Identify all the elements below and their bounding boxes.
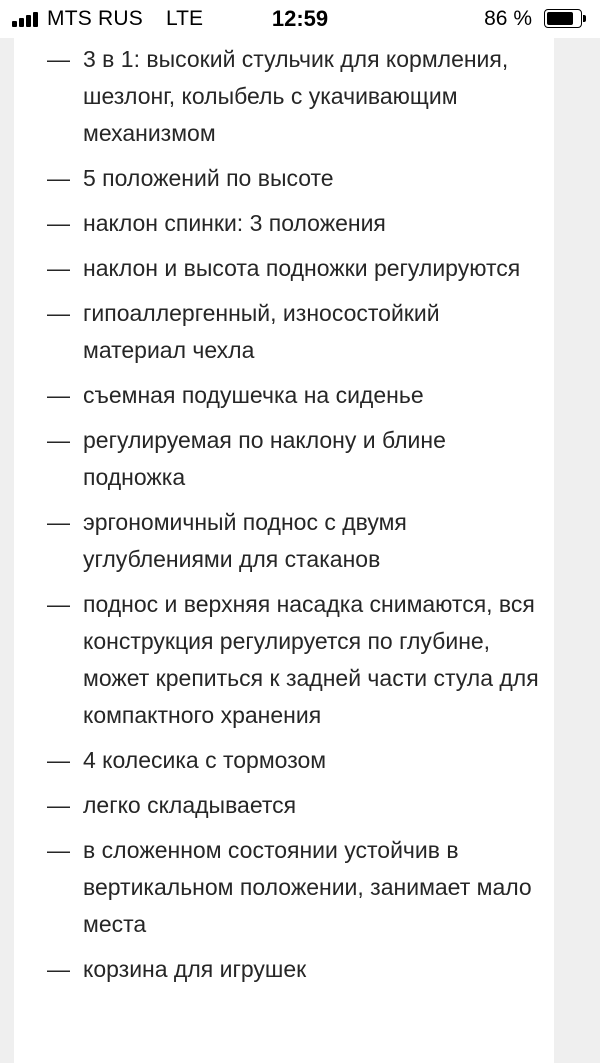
list-item-text: наклон спинки: 3 положения [83,210,386,236]
list-item [14,160,554,197]
list-item-text: эргономичный поднос с двумя углублениями для стаканов [83,509,407,572]
list-item [14,586,554,734]
list-item [14,504,554,578]
list-item-text: поднос и верхняя насадка снимаются, вся конструкция регулируется по глубине, может крепиться к задней части стула для компактного хранения [83,591,539,728]
list-bullet: — [47,747,70,773]
list-item [14,787,554,824]
list-item [14,250,554,287]
list-item [14,422,554,496]
feature-list [14,38,554,996]
list-item-text: наклон и высота подножки регулируются [83,255,521,281]
list-bullet: — [47,591,70,617]
list-bullet: — [47,165,70,191]
list-item-text: 3 в 1: высокий стульчик для кормления, шезлонг, колыбель с укачивающим механизмом [83,46,509,146]
list-item [14,295,554,369]
list-item-text: легко складывается [83,792,297,818]
status-bar [0,0,600,38]
status-time: 12:59 [271,6,329,31]
list-bullet: — [47,210,70,236]
list-item-text: съемная подушечка на сиденье [83,382,424,408]
carrier-name: MTS RUS [47,7,143,30]
list-item-text: в сложенном состоянии устойчив в вертикальном положении, занимает мало места [83,837,532,937]
list-item-text: 5 положений по высоте [83,165,334,191]
battery-icon [544,9,586,28]
list-bullet: — [47,792,70,818]
list-item-text: 4 колесика с тормозом [83,747,327,773]
list-item-text: регулируемая по наклону и блине подножка [83,427,446,490]
list-item [14,205,554,242]
list-item [14,951,554,988]
list-bullet: — [47,46,70,72]
list-bullet: — [47,382,70,408]
list-item [14,377,554,414]
battery-percentage: 86 % [484,7,532,30]
list-item [14,832,554,943]
list-bullet: — [47,509,70,535]
list-item [14,742,554,779]
list-bullet: — [47,427,70,453]
product-description [14,38,554,1063]
list-item-text: гипоаллергенный, износостойкий материал чехла [83,300,440,363]
list-bullet: — [47,255,70,281]
list-bullet: — [47,300,70,326]
network-type: LTE [166,7,203,30]
list-bullet: — [47,837,70,863]
list-item-text: корзина для игрушек [83,956,307,982]
list-bullet: — [47,956,70,982]
list-item [14,41,554,152]
